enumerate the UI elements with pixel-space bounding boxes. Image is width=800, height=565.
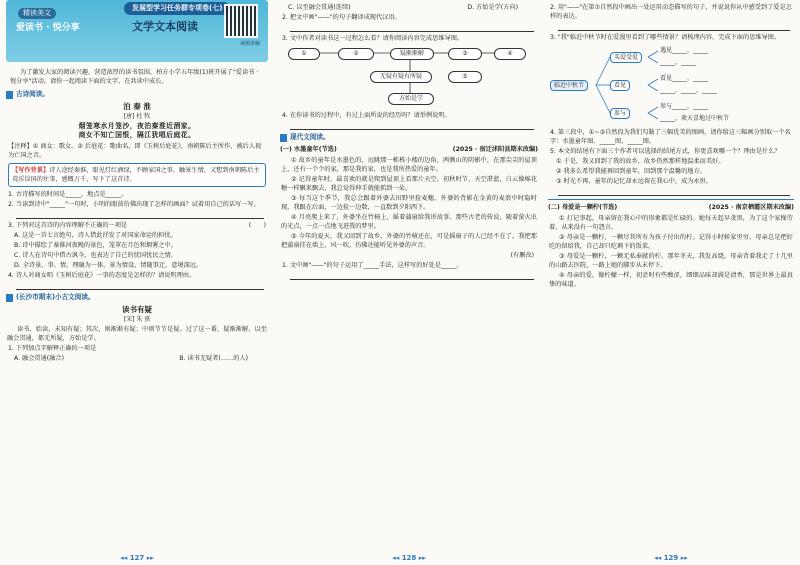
question [8, 221, 266, 230]
option[interactable]: ② 我多么希望我能再回到童年，回到那个温馨的地方。 [556, 168, 706, 175]
source-tag: (有删改) [510, 252, 534, 259]
answer-paren[interactable]: ( ) [248, 222, 266, 229]
box-text: 诗人途经秦淮，眼见灯红酒绿，不顾家国之事，触景生情，又想到南朝陈后主荒淫误国的往事，感慨万千，写下了这首诗。 [12, 167, 260, 183]
question: 1. 文中画"——"的句子运用了_____手法，这样写的好处是_____。 [282, 262, 463, 269]
mind-map-branch: 买爱受爱 [610, 52, 642, 63]
mind-map-root: 临近中秋节 [550, 80, 588, 91]
page-banner [6, 0, 268, 62]
article-source: (2025 · 宿迁沭阳县期末改编) [452, 146, 538, 153]
mind-map-branch: 看见 [610, 80, 630, 91]
question: 5. 本文的结尾有下面三个作者可以选择的结尾方式，你更喜欢哪一个？理由是什么？ [550, 148, 781, 155]
essay-text: 读书，始读，未知有疑；其次，则渐渐有疑；中则节节是疑。过了这一番，疑渐渐解，以至融会贯通，都无所疑，方始是学。 [7, 326, 267, 342]
option[interactable]: ③ 时光不再，童年的记忆却永远留在我心中，成为永恒。 [556, 178, 713, 185]
mind-map-leaf[interactable]: 遇见_____，_____ [660, 47, 709, 54]
section-heading [6, 90, 268, 99]
question: 2. 把文中画"——"的句子翻译成现代汉语。 [282, 14, 401, 21]
flow-node: 方始是学 [388, 93, 434, 105]
answer-line[interactable] [558, 190, 790, 196]
question: 4. 诗人对商女唱《玉树后庭花》一事的态度是怎样的？请说明理由。 [8, 272, 196, 279]
option[interactable]: A. 融会贯通(融合) [14, 355, 65, 362]
flow-node[interactable]: ④ [494, 48, 526, 60]
answer-line[interactable] [558, 25, 790, 31]
essay-title: 读书有疑 [122, 305, 152, 314]
option-row [14, 354, 248, 363]
flow-node: 无疑有疑有所疑 [370, 71, 432, 83]
question-text: 3. 下列对这首诗的内容理解不正确的一项是 [8, 222, 128, 229]
mind-map-leaf[interactable]: _____，欢天喜地过中秋节 [660, 115, 730, 122]
article-header [280, 145, 538, 154]
option[interactable]: C. 以至融会贯通(连续) [288, 4, 351, 11]
paragraph: ② 记得童年时，最喜欢的就是爬到屋顶上看那片天空。初秋时节，天空湛蓝，白云像棉花糖一样飘来飘去，我总觉得伸手就能抓到一朵。 [281, 176, 537, 192]
banner-slogan: 爱读书 · 悦分享 [16, 23, 80, 33]
option[interactable]: B. 诗中描绘了秦淮河夜晚的景色，笼罩在月色和烟雾之中。 [14, 242, 177, 249]
series-label: 发展型学习任务群专项卷(七) [124, 2, 230, 15]
essay-author: [宋] 朱 熹 [123, 316, 151, 323]
section-marker-icon [6, 294, 13, 302]
right-page [548, 0, 794, 565]
section-heading [6, 293, 268, 302]
option[interactable]: A. 这是一首七言绝句，诗人借此抒发了对国家命运的担忧。 [14, 232, 177, 239]
section-title: 现代文阅读。 [290, 133, 330, 141]
answer-line[interactable] [290, 124, 534, 130]
question: 2. 当读到诗中"_____"一句时，小明的眼前仿佛出现了怎样的画面？试着用自己的话写一写。 [8, 201, 260, 208]
section-marker-icon [6, 91, 13, 99]
paragraph: ④ 母亲的爱，像柠檬一样，初尝时有些酸涩，细细品味却满是清香，那是世界上最真挚的味道。 [549, 272, 793, 288]
paragraph: ⑤ 今年的夏天，我又回到了故乡，外婆的竹椅还在，可是摇扇子的人已经不在了。我把那把蒲扇挂在墙上，风一吹，仿佛还能听见外婆的声音。 [281, 233, 537, 249]
paragraph: ① 打记事起，母亲留在我心中的形象都是忙碌的。她每天起早贪黑，为了这个家操劳着，从来没有一句怨言。 [549, 215, 793, 231]
flow-node[interactable]: ① [288, 48, 320, 60]
paragraph: ④ 月亮爬上来了，外婆坐在竹椅上，摇着蒲扇给我讲故事。那些古老的传说，随着萤火虫的光点，一点一点地飞进我的梦里。 [281, 214, 537, 230]
article-source: (2025 · 南京栖霞区期末改编) [708, 204, 794, 211]
option[interactable]: D. 全诗景、事、情、理融为一体，景为情设，情随事迁，意境深远。 [14, 262, 203, 269]
left-page [6, 0, 268, 565]
question: 3. "我"临近中秋节时在爱漫里看到了哪些情景？请梳理内容，完成下面的思维导图。 [550, 34, 781, 41]
answer-line[interactable] [16, 213, 264, 219]
option[interactable]: B. 读书无疑者(……的人) [179, 355, 248, 362]
section-heading [280, 133, 538, 142]
article-header [548, 199, 794, 212]
mind-map-leaf[interactable]: 参与_____，_____ [660, 103, 709, 110]
poem-line: 商女不知亡国恨，隔江犹唱后庭花。 [78, 131, 196, 139]
mind-map-leaf[interactable]: 看见_____，_____ [660, 75, 709, 82]
option[interactable]: D. 方始是学(方向) [467, 4, 518, 11]
section-title: 古诗阅读。 [16, 90, 49, 98]
question: 3. 文中作者对读书这一过程怎么看？请你阅读内容完成思维导图。 [282, 35, 464, 42]
poem-title: 泊 秦 淮 [123, 102, 151, 111]
paragraph: ② 母亲是一颗柠，一颗尽其所有为孩子付出的柠。记得小时候家里穷，母亲总是把好吃的留给我，自己却只吃剩下的饭菜。 [549, 234, 793, 250]
answer-line[interactable] [290, 274, 534, 280]
middle-page [280, 0, 538, 565]
unit-title: 文学文本阅读 [132, 20, 198, 33]
option[interactable]: ① 于是，我又回到了我的故乡，故乡仍然那样地温柔而美好。 [556, 158, 725, 165]
paragraph: ① 故乡的童年是水墨色的，远眺那一栋栋小楼的边角，两侧山的阴影中，在那尖尖的屋顶上，还有一个个的家，那是我的家，也是我所热爱的童年。 [281, 157, 537, 173]
banner-tag: 精读美文 [18, 8, 56, 19]
box-label: 【写作背景】 [12, 167, 50, 174]
page-number-value: 128 [401, 554, 417, 562]
flow-node: 疑渐渐解 [390, 48, 434, 60]
article-title: (二) 母爱是一颗柠(节选) [548, 204, 618, 211]
poem-author: [唐] 杜 牧 [123, 113, 151, 120]
page-number-value: 129 [663, 554, 679, 562]
poem-notes: 【注释】① 商女：歌女。② 后庭花：歌曲名，即《玉树后庭花》，南朝陈后主所作，被后人视为亡国之音。 [8, 143, 262, 159]
answer-line[interactable] [290, 26, 534, 32]
question: 1. 古诗描写的时间是_____，地点是_____。 [8, 191, 128, 198]
question: 2. 用"——"在第⑦自然段中画出一处运用动态描写的句子，并说说你从中感受到了爱是怎样的表达。 [550, 4, 792, 20]
flow-diagram [280, 45, 538, 109]
mind-map-leaf[interactable]: _____，_____ [660, 59, 697, 66]
mind-map-branch: 参与 [610, 108, 630, 119]
flow-node[interactable]: ② [338, 48, 374, 60]
qr-caption: 视频讲解 [239, 41, 260, 47]
page-number-value: 127 [129, 554, 145, 562]
intro-text: 为了激发大家的阅读兴趣，营造浓厚的读书氛围，柏方小学五年级(1)班开展了"爱读书 · 悦分享"活动。请你一起阅读下面的文字，在共读中成长。 [10, 69, 259, 85]
option-row [288, 3, 518, 12]
article-title: (一) 水墨童年(节选) [280, 146, 337, 153]
qr-code-icon[interactable] [224, 4, 258, 38]
page-number: ◂◂ 127 ▸▸ [120, 554, 154, 562]
flow-node[interactable]: ⑤ [448, 71, 482, 83]
poem-line: 烟笼寒水月笼沙，夜泊秦淮近酒家。 [78, 122, 196, 130]
question: 4. 在你读书的过程中，有过上面所说的经历吗？请举例说明。 [282, 112, 451, 119]
paragraph: ③ 母爱是一颗柠，一颗无私奉献的柠。那年冬天，我发高烧，母亲背着我走了十几里的山路去医院，一路上她的脚步从未停下。 [549, 253, 793, 269]
question: 1. 下列加点字解释正确的一项是 [8, 345, 97, 352]
flow-node[interactable]: ③ [448, 48, 482, 60]
section-title: (长沙市期末)小古文阅读。 [16, 293, 95, 301]
option[interactable]: C. 诗人在诗句中借古讽今，也表达了自己的忧国忧民之情。 [14, 252, 177, 259]
page-number: ◂◂ 129 ▸▸ [654, 554, 688, 562]
paragraph: ③ 每当这个季节，我总会跟着外婆去田野里捡麦穗。外婆的背影在金黄的麦浪中时隐时现，我跟在后面，一边捡一边数，一直数到夕阳西下。 [281, 195, 537, 211]
background-box [8, 163, 266, 187]
answer-line[interactable] [16, 284, 264, 290]
question: 4. 第三段中，①~③自然段为我们勾勒了三幅优美的图画，请你给这三幅画分别取一个名字：水墨童年图、_____图、_____图。 [550, 129, 791, 145]
page-number: ◂◂ 128 ▸▸ [392, 554, 426, 562]
mind-map-leaf[interactable]: _____，_____，_____ [660, 87, 718, 94]
section-marker-icon [280, 134, 287, 142]
mind-map [548, 45, 794, 125]
